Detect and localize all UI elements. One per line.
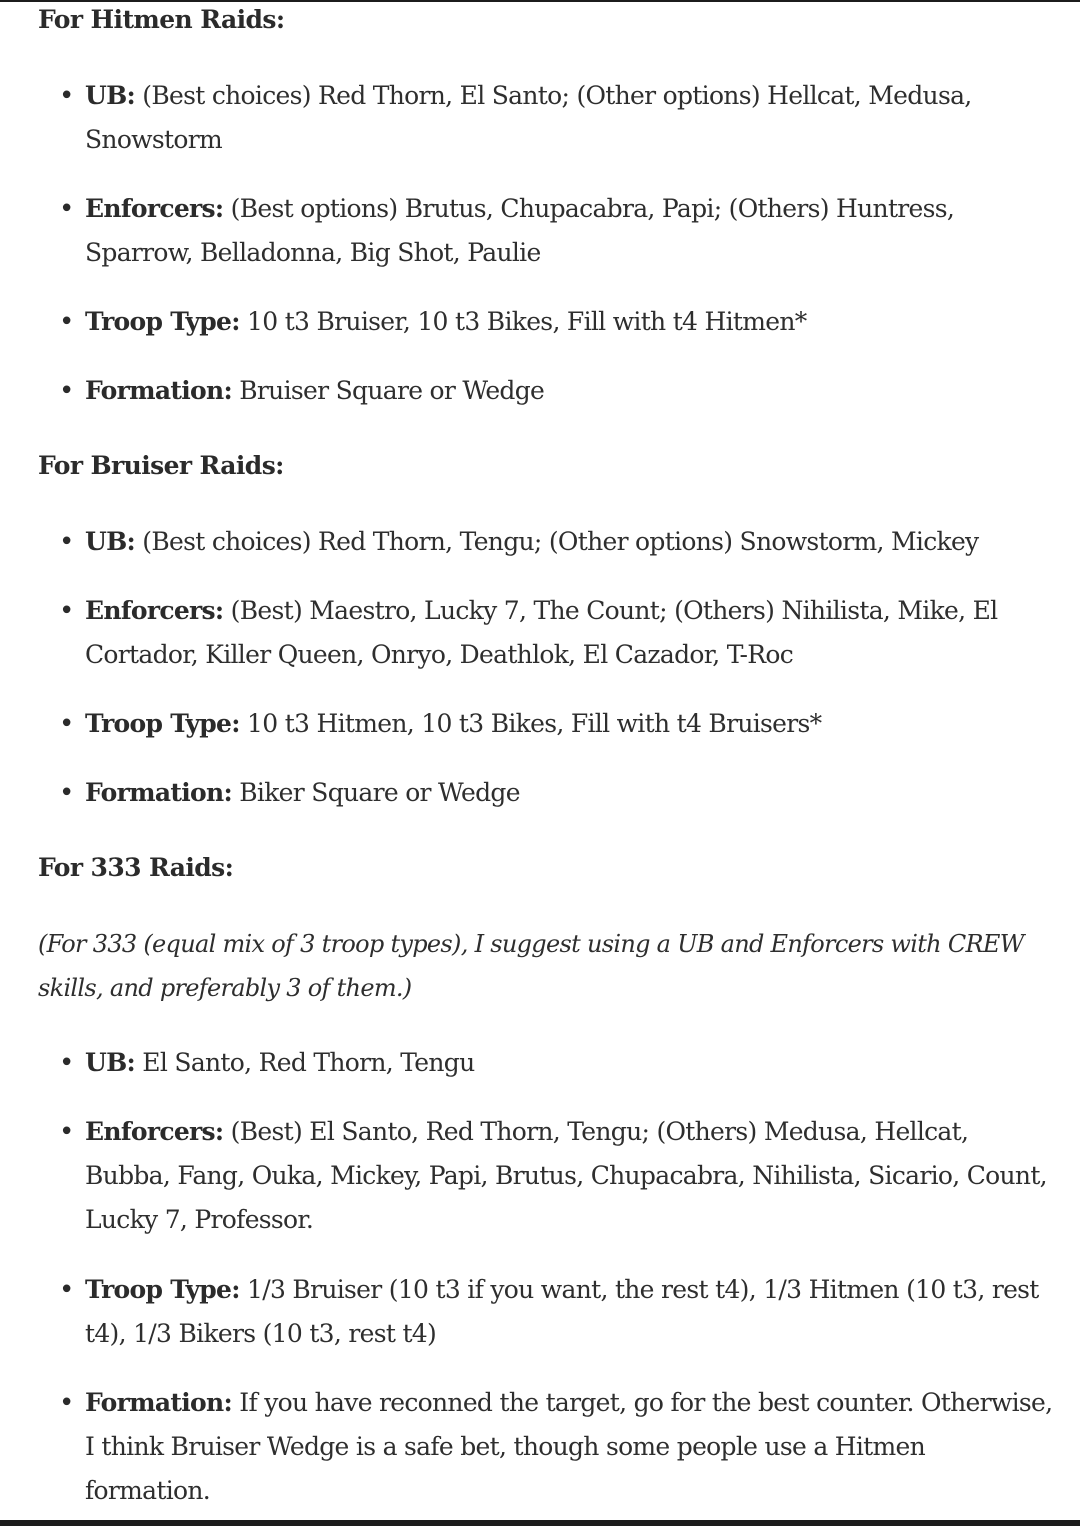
item-label: UB: [85, 1048, 136, 1077]
list-item-333-formation [59, 1381, 1055, 1513]
item-text: If you have reconned the target, go for the best counter. Otherwise, I think Bruiser Wedge is a safe bet, though some people use a Hitmen formation. [85, 1388, 1053, 1505]
item-label: UB: [85, 81, 136, 110]
list-item-333-ub [59, 1041, 1055, 1085]
item-text: (Best choices) Red Thorn, Tengu; (Other options) Snowstorm, Mickey [135, 527, 979, 556]
item-text: (Best) Maestro, Lucky 7, The Count; (Others) Nihilista, Mike, El Cortador, Killer Queen, Onryo, Deathlok, El Cazador, T-Roc [85, 596, 998, 669]
item-text: (Best options) Brutus, Chupacabra, Papi; (Others) Huntress, Sparrow, Belladonna, Big Shot, Paulie [85, 194, 955, 267]
item-text: 10 t3 Hitmen, 10 t3 Bikes, Fill with t4 Bruisers* [239, 709, 822, 738]
list-item-hitmen-troop-type [59, 300, 1055, 344]
list-item-hitmen-ub [59, 74, 1055, 162]
bullet-icon: • [59, 376, 74, 406]
list-item-hitmen-formation [59, 369, 1055, 413]
bullet-icon: • [59, 1117, 74, 1147]
bullet-icon: • [59, 81, 74, 111]
item-text: El Santo, Red Thorn, Tengu [135, 1048, 475, 1077]
item-text: Bruiser Square or Wedge [232, 376, 545, 405]
section-heading-bruiser-raids: For Bruiser Raids: [38, 451, 284, 480]
item-label: Troop Type: [85, 709, 240, 738]
bullet-icon: • [59, 709, 74, 739]
item-label: Formation: [85, 1388, 233, 1417]
section-heading-hitmen-raids: For Hitmen Raids: [38, 5, 285, 34]
item-label: Formation: [85, 376, 233, 405]
item-label: Troop Type: [85, 1275, 240, 1304]
bullet-icon: • [59, 778, 74, 808]
bullet-icon: • [59, 307, 74, 337]
list-item-hitmen-enforcers [59, 187, 1055, 275]
bullet-icon: • [59, 194, 74, 224]
item-label: Enforcers: [85, 194, 224, 223]
item-text: (Best) El Santo, Red Thorn, Tengu; (Others) Medusa, Hellcat, Bubba, Fang, Ouka, Mickey, Papi, Brutus, Chupacabra, Nihilista, Sicario, Count, Lucky 7, Professor. [85, 1117, 1047, 1234]
list-item-333-troop-type [59, 1268, 1055, 1356]
section-heading-333-raids: For 333 Raids: [38, 853, 234, 882]
bullet-icon: • [59, 1048, 74, 1078]
item-text: (Best choices) Red Thorn, El Santo; (Other options) Hellcat, Medusa, Snowstorm [85, 81, 972, 154]
bullet-icon: • [59, 527, 74, 557]
list-item-bruiser-enforcers [59, 589, 1055, 677]
item-label: Enforcers: [85, 1117, 224, 1146]
item-label: Formation: [85, 778, 233, 807]
bullet-icon: • [59, 1388, 74, 1418]
document-page [0, 2, 1080, 1520]
section-note-333-raids: (For 333 (equal mix of 3 troop types), I suggest using a UB and Enforcers with CREW skills, and preferably 3 of them.) [38, 930, 1024, 1002]
item-label: Troop Type: [85, 307, 240, 336]
list-item-bruiser-formation [59, 771, 1055, 815]
bullet-icon: • [59, 1275, 74, 1305]
item-text: 10 t3 Bruiser, 10 t3 Bikes, Fill with t4 Hitmen* [239, 307, 807, 336]
bullet-icon: • [59, 596, 74, 626]
list-item-bruiser-troop-type [59, 702, 1055, 746]
item-text: 1/3 Bruiser (10 t3 if you want, the rest t4), 1/3 Hitmen (10 t3, rest t4), 1/3 Bikers (10 t3, rest t4) [85, 1275, 1039, 1348]
list-item-bruiser-ub [59, 520, 1055, 564]
item-text: Biker Square or Wedge [232, 778, 520, 807]
item-label: UB: [85, 527, 136, 556]
list-item-333-enforcers [59, 1110, 1055, 1242]
item-label: Enforcers: [85, 596, 224, 625]
